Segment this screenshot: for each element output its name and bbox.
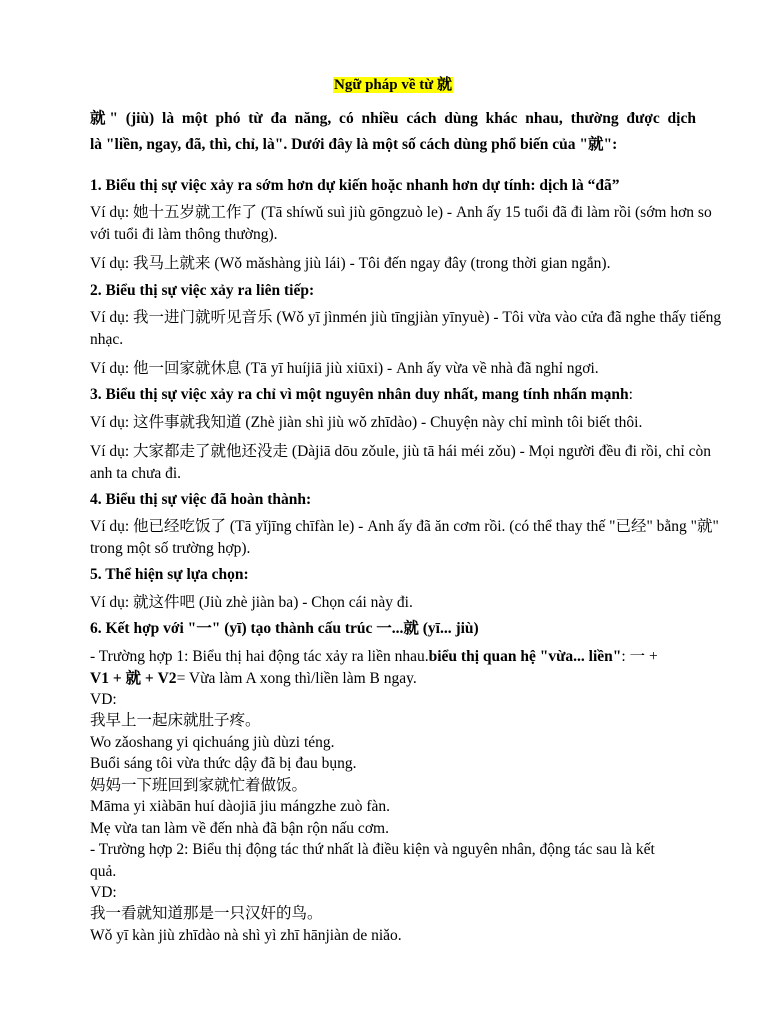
section-1-example-2: Ví dụ: 我马上就来 (Wǒ mǎshàng jiù lái) - Tôi đến ngay đây (trong thời gian ngắn).	[90, 255, 611, 272]
section-1-example-1-line-2: với tuổi đi làm thông thường).	[90, 226, 278, 243]
section-6-formula-line	[90, 669, 417, 689]
section-5-heading: 5. Thể hiện sự lựa chọn:	[90, 566, 249, 583]
case-1-text: - Trường hợp 1: Biểu thị hai động tác xảy ra liền nhau.	[90, 648, 429, 665]
vd-label-1: VD:	[90, 691, 117, 708]
intro-line-1: 就" (jiù) là một phó từ đa năng, có nhiều cách dùng khác nhau, thường được dịch	[90, 110, 696, 127]
example-2-vietnamese: Mẹ vừa tan làm về đến nhà đã bận rộn nấu cơm.	[90, 820, 389, 837]
example-2-chinese: 妈妈一下班回到家就忙着做饭。	[90, 777, 308, 794]
section-4-example-1-line-2: trong một số trường hợp).	[90, 540, 251, 557]
section-3-heading-colon: :	[628, 386, 633, 403]
case-2-line-2: quả.	[90, 863, 117, 880]
section-2-example-1-line-2: nhạc.	[90, 331, 124, 348]
case-1-relation: biểu thị quan hệ "vừa... liền"	[428, 648, 622, 665]
intro-line-2: là "liền, ngay, đã, thì, chỉ, là". Dưới đây là một số cách dùng phổ biến của "就":	[90, 136, 618, 153]
section-3-example-2-line-2: anh ta chưa đi.	[90, 465, 182, 482]
example-1-chinese: 我早上一起床就肚子疼。	[90, 712, 261, 729]
section-3-example-2-line-1: Ví dụ: 大家都走了就他还没走 (Dàjiā dōu zǒule, jiù tā hái méi zǒu) - Mọi người đều đi rồi, chỉ còn	[90, 443, 711, 460]
section-1-example-1-line-1: Ví dụ: 她十五岁就工作了 (Tā shíwǔ suì jiù gōngzuò le) - Anh ấy 15 tuổi đã đi làm rồi (sớm hơn so	[90, 204, 712, 221]
vd-label-2: VD:	[90, 884, 117, 901]
section-3-heading-line	[90, 385, 633, 405]
example-1-pinyin: Wo zǎoshang yi qichuáng jiù dùzi téng.	[90, 734, 335, 751]
formula-meaning: = Vừa làm A xong thì/liền làm B ngay.	[176, 670, 417, 687]
section-6-case-1-line	[90, 647, 658, 667]
section-4-example-1-line-1: Ví dụ: 他已经吃饭了 (Tā yǐjīng chīfàn le) - Anh ấy đã ăn cơm rồi. (có thể thay thế "已经" bằng "就"	[90, 518, 719, 535]
example-1-vietnamese: Buổi sáng tôi vừa thức dậy đã bị đau bụng.	[90, 755, 357, 772]
section-2-example-1-line-1: Ví dụ: 我一进门就听见音乐 (Wǒ yī jìnmén jiù tīngjiàn yīnyuè) - Tôi vừa vào cửa đã nghe thấy tiếng	[90, 309, 722, 326]
section-3-heading: 3. Biểu thị sự việc xảy ra chỉ vì một nguyên nhân duy nhất, mang tính nhấn mạnh	[90, 386, 629, 403]
case-2-line-1: - Trường hợp 2: Biểu thị động tác thứ nhất là điều kiện và nguyên nhân, động tác sau là kết	[90, 841, 655, 858]
example-2-pinyin: Māma yi xiàbān huí dàojiā jiu mángzhe zuò fàn.	[90, 798, 391, 815]
formula: V1 + 就 + V2	[90, 670, 177, 687]
page-title: Ngữ pháp về từ 就	[333, 77, 452, 93]
case-1-tail: : 一 +	[621, 648, 658, 665]
section-1-heading: 1. Biểu thị sự việc xảy ra sớm hơn dự kiến hoặc nhanh hơn dự tính: dịch là “đã”	[90, 177, 620, 194]
section-6-heading: 6. Kết hợp với "一" (yī) tạo thành cấu trúc 一...就 (yī... jiù)	[90, 620, 479, 637]
section-3-example-1: Ví dụ: 这件事就我知道 (Zhè jiàn shì jiù wǒ zhīdào) - Chuyện này chỉ mình tôi biết thôi.	[90, 414, 643, 431]
section-4-heading: 4. Biểu thị sự việc đã hoàn thành:	[90, 491, 312, 508]
section-2-heading: 2. Biểu thị sự việc xảy ra liên tiếp:	[90, 282, 315, 299]
example-3-chinese: 我一看就知道那是一只汉奸的鸟。	[90, 905, 323, 922]
section-2-example-2: Ví dụ: 他一回家就休息 (Tā yī huíjiā jiù xiūxi) - Anh ấy vừa về nhà đã nghỉ ngơi.	[90, 360, 599, 377]
example-3-pinyin: Wǒ yī kàn jiù zhīdào nà shì yì zhī hānjiàn de niǎo.	[90, 927, 402, 944]
title-wrap	[90, 73, 696, 94]
section-5-example-1: Ví dụ: 就这件吧 (Jiù zhè jiàn ba) - Chọn cái này đi.	[90, 594, 413, 611]
